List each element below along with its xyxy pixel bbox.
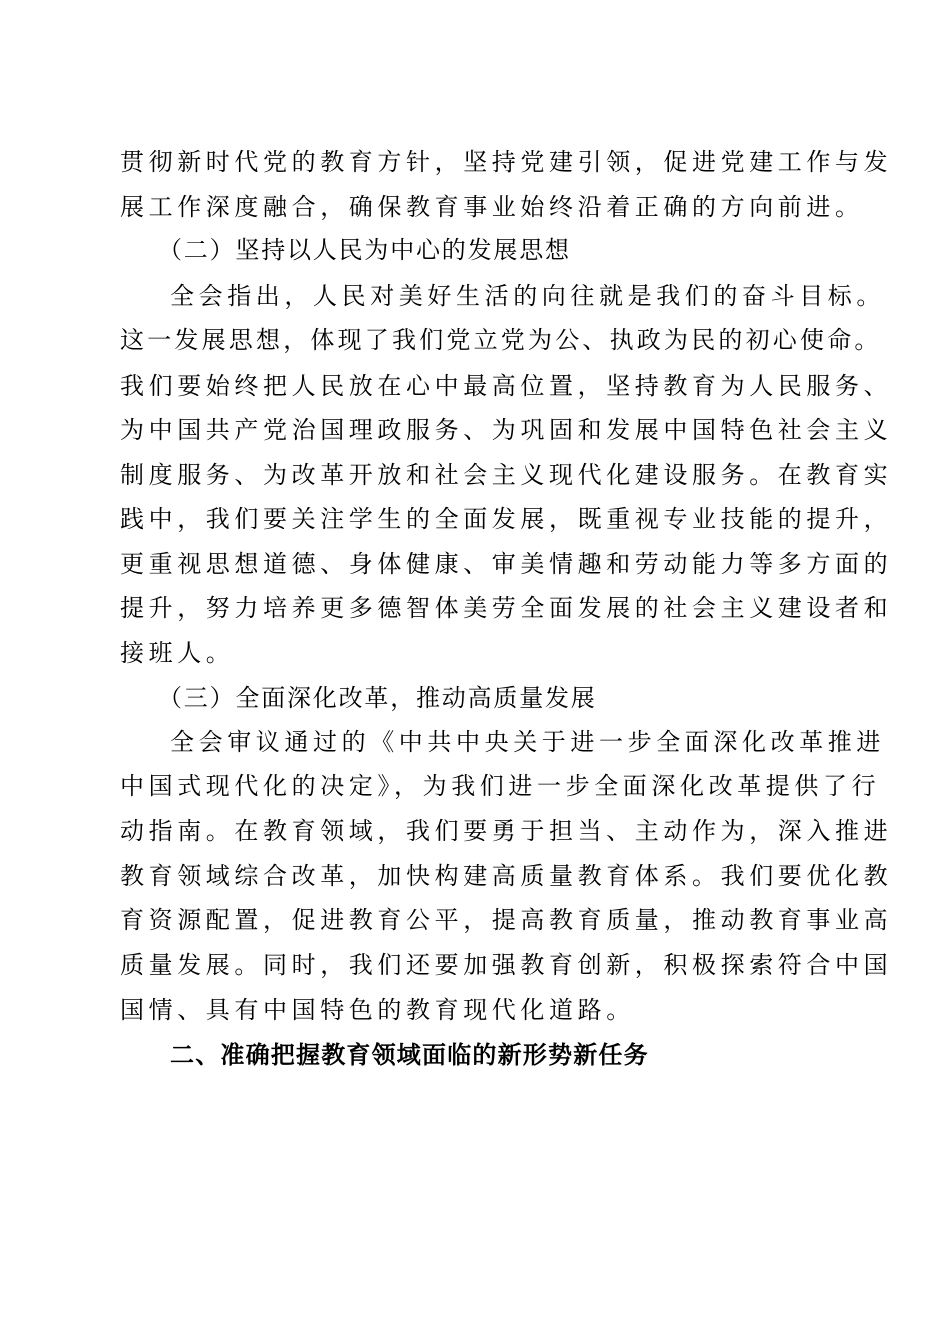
paragraph-line: 国情、具有中国特色的教育现代化道路。: [120, 996, 635, 1024]
paragraph-line: 提升，努力培养更多德智体美劳全面发展的社会主义建设者和: [120, 594, 893, 622]
section-heading: 二、准确把握教育领域面临的新形势新任务: [170, 1041, 649, 1069]
paragraph-line: 教育领域综合改革，加快构建高质量教育体系。我们要优化教: [120, 862, 893, 890]
paragraph-line: 全会指出，人民对美好生活的向往就是我们的奋斗目标。: [170, 282, 885, 310]
subsection-heading: （二）坚持以人民为中心的发展思想: [158, 236, 571, 264]
subsection-heading: （三）全面深化改革，推动高质量发展: [158, 684, 597, 712]
paragraph-line: 接班人。: [120, 639, 235, 667]
paragraph-line: 质量发展。同时，我们还要加强教育创新，积极探索符合中国: [120, 951, 893, 979]
paragraph-line: 制度服务、为改革开放和社会主义现代化建设服务。在教育实: [120, 461, 893, 489]
paragraph-line: 更重视思想道德、身体健康、审美情趣和劳动能力等多方面的: [120, 550, 893, 578]
paragraph-line: 中国式现代化的决定》，为我们进一步全面深化改革提供了行: [120, 772, 881, 800]
paragraph-line: 贯彻新时代党的教育方针，坚持党建引领，促进党建工作与发: [120, 148, 893, 176]
paragraph-line: 育资源配置，促进教育公平，提高教育质量，推动教育事业高: [120, 906, 893, 934]
paragraph-line: 我们要始终把人民放在心中最高位置，坚持教育为人民服务、: [120, 372, 893, 400]
paragraph-line: 全会审议通过的《中共中央关于进一步全面深化改革推进: [170, 728, 885, 756]
paragraph-line: 为中国共产党治国理政服务、为巩固和发展中国特色社会主义: [120, 416, 893, 444]
paragraph-line: 践中，我们要关注学生的全面发展，既重视专业技能的提升，: [120, 505, 893, 533]
paragraph-line: 展工作深度融合，确保教育事业始终沿着正确的方向前进。: [120, 193, 864, 221]
paragraph-line: 动指南。在教育领域，我们要勇于担当、主动作为，深入推进: [120, 817, 893, 845]
paragraph-line: 这一发展思想，体现了我们党立党为公、执政为民的初心使命。: [120, 326, 882, 354]
